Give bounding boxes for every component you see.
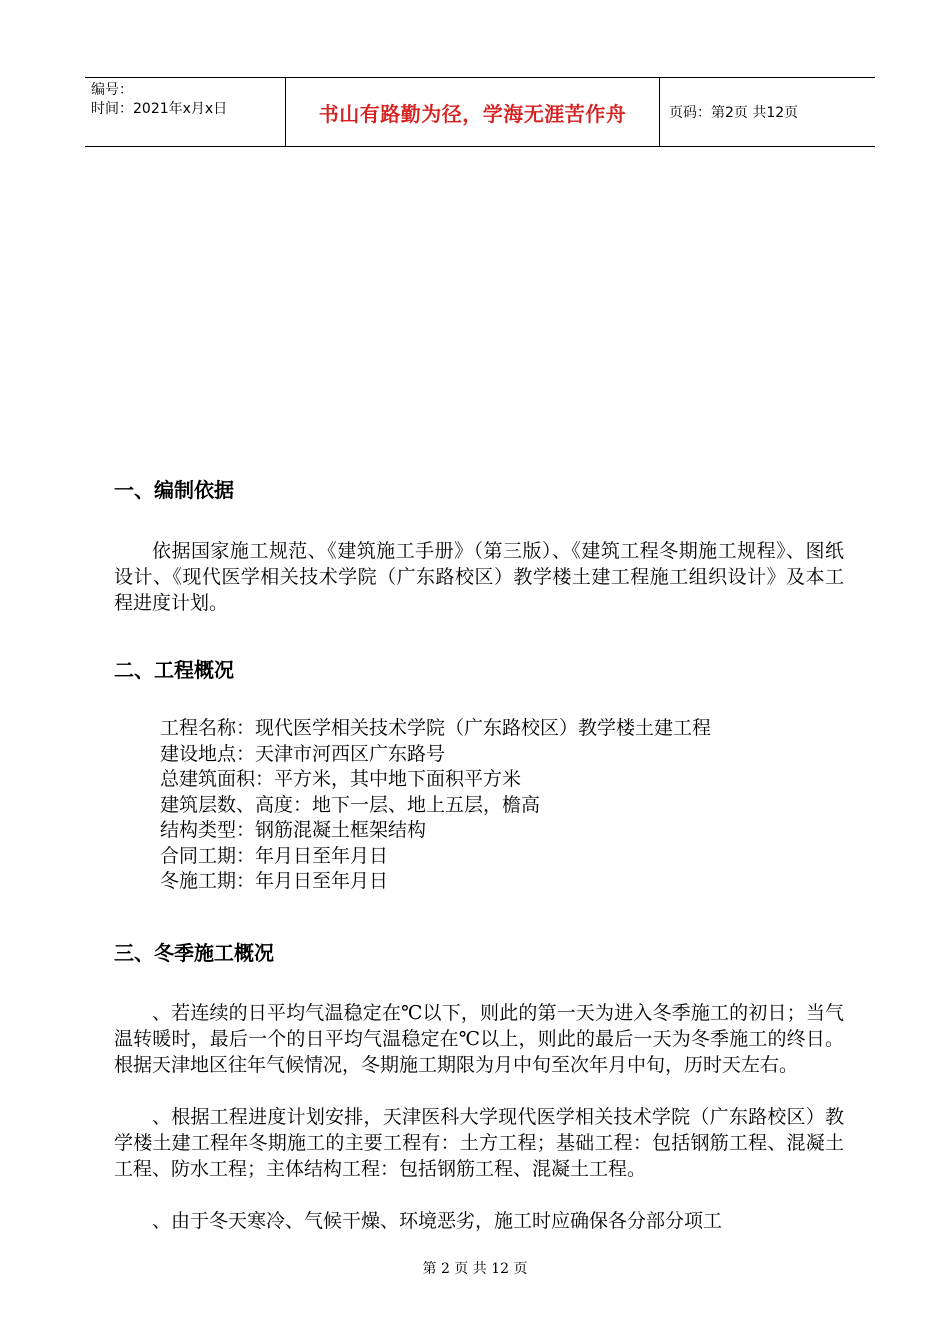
basis-paragraph: 依据国家施工规范、《建筑施工手册》（第三版）、《建筑工程冬期施工规程》、图纸设计、《现代医学相关技术学院（广东路校区）教学楼土建工程施工组织设计》及本工程进度计划。 bbox=[114, 540, 844, 614]
document-number-label: 编号： bbox=[91, 82, 133, 98]
section-heading-overview: 二、工程概况 bbox=[114, 658, 234, 682]
overview-item-contract-period: 合同工期：年月日至年月日 bbox=[160, 844, 389, 867]
winter-paragraph-2: 、根据工程进度计划安排，天津医科大学现代医学相关技术学院（广东路校区）教学楼土建工程年冬期施工的主要工程有：土方工程；基础工程：包括钢筋工程、混凝土工程、防水工程；主体结构工程：包括钢筋工程、混凝土工程。 bbox=[114, 1106, 844, 1180]
winter-paragraph-3: 、由于冬天寒冷、气候干燥、环境恶劣，施工时应确保各分部分项工 bbox=[152, 1210, 723, 1232]
overview-item-structure: 结构类型：钢筋混凝土框架结构 bbox=[160, 819, 427, 841]
overview-item-area: 总建筑面积：平方米，其中地下面积平方米 bbox=[160, 768, 522, 790]
overview-item-name: 工程名称：现代医学相关技术学院（广东路校区）教学楼土建工程 bbox=[160, 717, 712, 739]
header-motto-cell bbox=[285, 78, 660, 146]
header-page-info: 页码：第2页 共12页 bbox=[669, 105, 799, 121]
header-motto: 书山有路勤为径，学海无涯苦作舟 bbox=[318, 101, 627, 126]
overview-item-location: 建设地点：天津市河西区广东路号 bbox=[160, 742, 446, 765]
section-heading-winter: 三、冬季施工概况 bbox=[114, 941, 274, 965]
overview-item-winter-period: 冬施工期：年月日至年月日 bbox=[160, 870, 389, 892]
header-left-cell bbox=[85, 78, 285, 146]
document-time-label: 时间：2021年x月x日 bbox=[91, 101, 228, 117]
page-header bbox=[85, 77, 875, 147]
overview-item-floors: 建筑层数、高度：地下一层、地上五层，檐高 bbox=[160, 793, 541, 816]
header-page-cell bbox=[659, 78, 875, 146]
project-overview-list bbox=[160, 716, 711, 895]
winter-paragraph-1: 、若连续的日平均气温稳定在℃以下，则此的第一天为进入冬季施工的初日；当气温转暖时，最后一个的日平均气温稳定在℃以上，则此的最后一天为冬季施工的终日。根据天津地区往年气候情况，冬期施工期限为月中旬至次年月中旬，历时天左右。 bbox=[114, 1002, 844, 1076]
section-heading-basis: 一、编制依据 bbox=[114, 478, 234, 502]
page-footer: 第 2 页 共 12 页 bbox=[422, 1261, 528, 1277]
